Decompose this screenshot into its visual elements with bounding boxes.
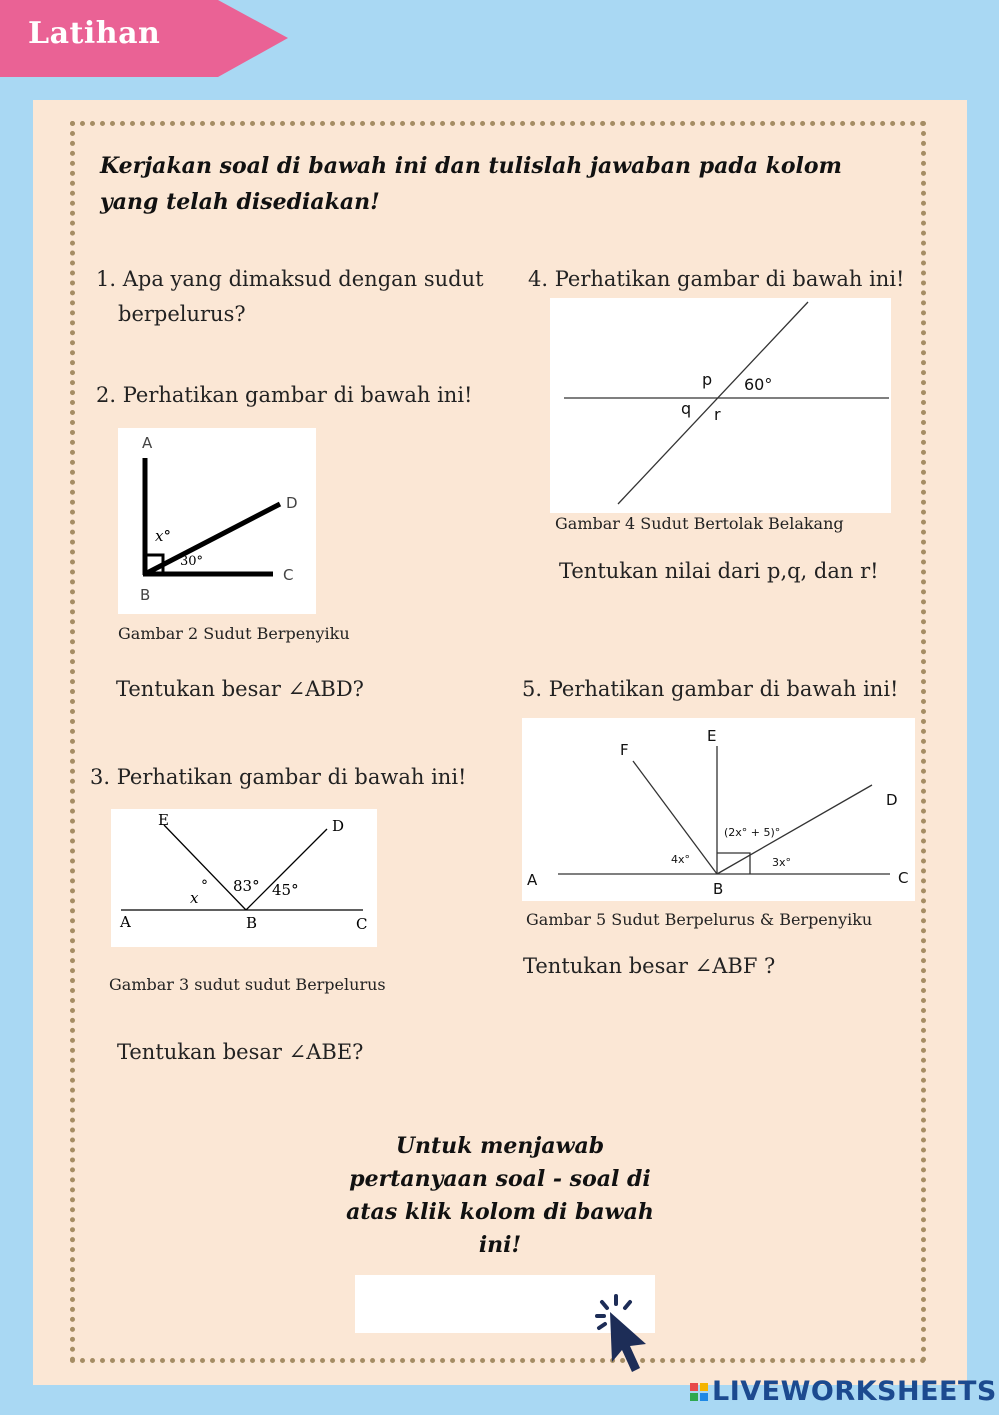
question-4-text: Perhatikan gambar di bawah ini! — [554, 267, 905, 291]
label-r: r — [714, 405, 721, 424]
question-3 — [90, 760, 466, 795]
label-c: C — [356, 915, 368, 933]
question-2-ask: Tentukan besar ∠ABD? — [116, 677, 364, 701]
label-angle-45: 45° — [272, 881, 299, 899]
transversal-line — [618, 302, 808, 504]
question-2-text: Perhatikan gambar di bawah ini! — [122, 383, 473, 407]
click-pointer-icon — [588, 1294, 658, 1390]
line-be — [164, 825, 246, 910]
label-c: C — [283, 566, 294, 584]
label-b: B — [140, 586, 151, 604]
caption-figure-2: Gambar 2 Sudut Berpenyiku — [118, 624, 350, 643]
label-3x: 3x° — [772, 856, 792, 869]
question-2 — [96, 378, 472, 413]
label-x: x — [190, 889, 199, 907]
label-a: A — [142, 434, 153, 452]
instruction-text: Kerjakan soal di bawah ini dan tulislah jawaban pada kolom yang telah disediakan! — [100, 153, 842, 215]
label-e: E — [158, 811, 169, 829]
label-a: A — [527, 871, 538, 889]
question-1 — [96, 262, 484, 332]
caption-figure-5: Gambar 5 Sudut Berpelurus & Berpenyiku — [526, 910, 873, 929]
question-4 — [528, 262, 904, 297]
label-e: E — [707, 727, 717, 745]
label-x-degree: ° — [201, 878, 208, 894]
label-q: q — [681, 399, 692, 418]
caption-figure-4: Gambar 4 Sudut Bertolak Belakang — [555, 514, 844, 533]
question-4-number: 4. — [528, 267, 549, 291]
question-5-number: 5. — [522, 677, 543, 701]
question-4-ask: Tentukan nilai dari p,q, dan r! — [559, 559, 879, 583]
question-1-number: 1. — [96, 267, 117, 291]
label-expression: (2x° + 5)° — [724, 826, 781, 839]
question-3-ask: Tentukan besar ∠ABE? — [117, 1040, 364, 1064]
label-angle-60: 60° — [744, 375, 773, 394]
figure-2 — [118, 428, 316, 614]
label-4x: 4x° — [671, 853, 691, 866]
question-3-number: 3. — [90, 765, 111, 789]
question-2-number: 2. — [96, 383, 117, 407]
figure-3 — [111, 809, 377, 947]
question-1-line1: Apa yang dimaksud dengan sudut — [122, 267, 484, 291]
label-x: x° — [155, 527, 171, 545]
label-p: p — [702, 370, 713, 389]
label-f: F — [620, 741, 629, 759]
closing-instruction: Untuk menjawab pertanyaan soal - soal di atas klik kolom di bawah ini! — [346, 1133, 654, 1258]
liveworksheets-logo — [690, 1376, 997, 1407]
label-a: A — [120, 913, 131, 931]
label-angle-30: 30° — [180, 554, 204, 569]
page-title: Latihan — [28, 16, 161, 51]
label-angle-83: 83° — [233, 877, 260, 895]
logo-text: LIVEWORKSHEETS — [712, 1376, 997, 1407]
question-5-text: Perhatikan gambar di bawah ini! — [548, 677, 899, 701]
caption-figure-3: Gambar 3 sudut sudut Berpelurus — [109, 975, 386, 994]
label-d: D — [886, 791, 898, 809]
figure-5 — [522, 718, 915, 901]
question-5 — [522, 672, 898, 707]
label-c: C — [898, 869, 909, 887]
label-b: B — [713, 880, 724, 898]
logo-mark-icon — [690, 1383, 708, 1401]
label-b: B — [246, 914, 258, 932]
question-5-ask: Tentukan besar ∠ABF ? — [523, 954, 776, 978]
question-3-text: Perhatikan gambar di bawah ini! — [116, 765, 467, 789]
label-d: D — [332, 817, 345, 835]
question-1-line2: berpelurus? — [118, 302, 246, 326]
figure-4 — [550, 298, 891, 513]
label-d: D — [286, 494, 298, 512]
